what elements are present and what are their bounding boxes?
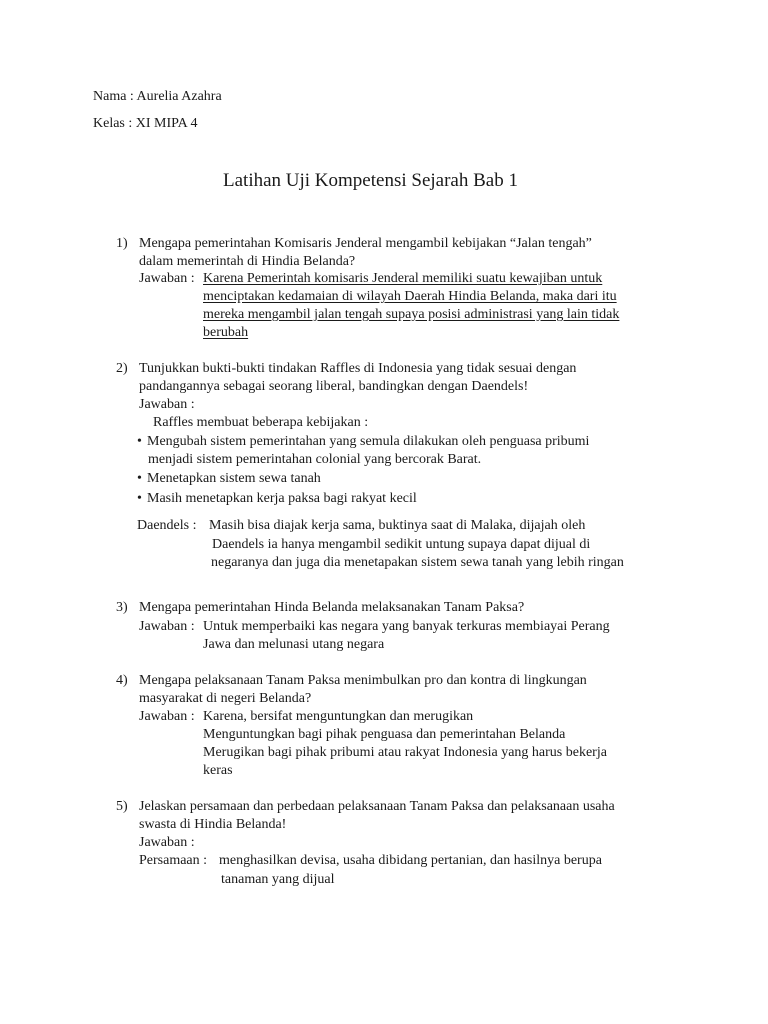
question-text: pandangannya sebagai seorang liberal, bandingkan dengan Daendels! <box>139 379 529 394</box>
bullet-icon: • <box>137 434 142 449</box>
answer-text: keras <box>203 763 233 778</box>
answer-text: negaranya dan juga dia menetapakan sistem sewa tanah yang lebih ringan <box>211 555 624 570</box>
question-number: 4) <box>116 673 128 688</box>
question-text: Mengapa pelaksanaan Tanam Paksa menimbulkan pro dan kontra di lingkungan <box>139 673 587 688</box>
question-number: 2) <box>116 361 128 376</box>
answer-text: tanaman yang dijual <box>221 872 335 887</box>
question-text: Jelaskan persamaan dan perbedaan pelaksanaan Tanam Paksa dan pelaksanaan usaha <box>139 799 615 814</box>
student-name: Nama : Aurelia Azahra <box>93 89 222 104</box>
list-item-text: menjadi sistem pemerintahan colonial yang bercorak Barat. <box>148 452 482 467</box>
answer-label: Daendels : <box>137 518 197 533</box>
list-item-text: Mengubah sistem pemerintahan yang semula dilakukan oleh penguasa pribumi <box>147 434 590 449</box>
bullet-icon: • <box>137 491 142 506</box>
document-title: Latihan Uji Kompetensi Sejarah Bab 1 <box>223 170 518 191</box>
answer-text: berubah <box>203 325 249 340</box>
answer-label: Jawaban : <box>139 619 195 634</box>
list-item <box>137 470 321 488</box>
question-text: swasta di Hindia Belanda! <box>139 817 287 832</box>
student-class: Kelas : XI MIPA 4 <box>93 116 198 131</box>
question-text: Mengapa pemerintahan Hinda Belanda melaksanakan Tanam Paksa? <box>139 600 525 615</box>
bullet-icon: • <box>137 471 142 486</box>
answer-text: menghasilkan devisa, usaha dibidang pertanian, dan hasilnya berupa <box>219 853 602 868</box>
answer-label: Persamaan : <box>139 853 208 868</box>
answer-label: Jawaban : <box>139 397 195 412</box>
answer-text: menciptakan kedamaian di wilayah Daerah Hindia Belanda, maka dari itu <box>203 289 617 304</box>
list-item <box>137 433 589 451</box>
question-number: 5) <box>116 799 128 814</box>
answer-label: Jawaban : <box>139 271 195 286</box>
answer-text: Karena, bersifat menguntungkan dan merugikan <box>203 709 474 724</box>
question-text: masyarakat di negeri Belanda? <box>139 691 312 706</box>
answer-text: mereka mengambil jalan tengah supaya posisi administrasi yang lain tidak <box>203 307 620 322</box>
question-text: Mengapa pemerintahan Komisaris Jenderal mengambil kebijakan “Jalan tengah” <box>139 236 592 251</box>
list-item-text: Masih menetapkan kerja paksa bagi rakyat kecil <box>147 491 417 506</box>
answer-text: Menguntungkan bagi pihak penguasa dan pemerintahan Belanda <box>203 727 566 742</box>
list-item-text: Menetapkan sistem sewa tanah <box>147 471 321 486</box>
answer-text: Raffles membuat beberapa kebijakan : <box>153 415 369 430</box>
question-number: 3) <box>116 600 128 615</box>
question-number: 1) <box>116 236 128 251</box>
answer-text: Untuk memperbaiki kas negara yang banyak terkuras membiayai Perang <box>203 619 610 634</box>
answer-text: Masih bisa diajak kerja sama, buktinya saat di Malaka, dijajah oleh <box>209 518 586 533</box>
question-text: dalam memerintah di Hindia Belanda? <box>139 254 356 269</box>
answer-label: Jawaban : <box>139 709 195 724</box>
answer-text: Daendels ia hanya mengambil sedikit untung supaya dapat dijual di <box>212 537 591 552</box>
question-text: Tunjukkan bukti-bukti tindakan Raffles di Indonesia yang tidak sesuai dengan <box>139 361 577 376</box>
answer-text: Merugikan bagi pihak pribumi atau rakyat Indonesia yang harus bekerja <box>203 745 607 760</box>
answer-text: Jawa dan melunasi utang negara <box>203 637 385 652</box>
answer-label: Jawaban : <box>139 835 195 850</box>
list-item <box>137 490 417 508</box>
answer-text: Karena Pemerintah komisaris Jenderal memiliki suatu kewajiban untuk <box>203 271 603 286</box>
